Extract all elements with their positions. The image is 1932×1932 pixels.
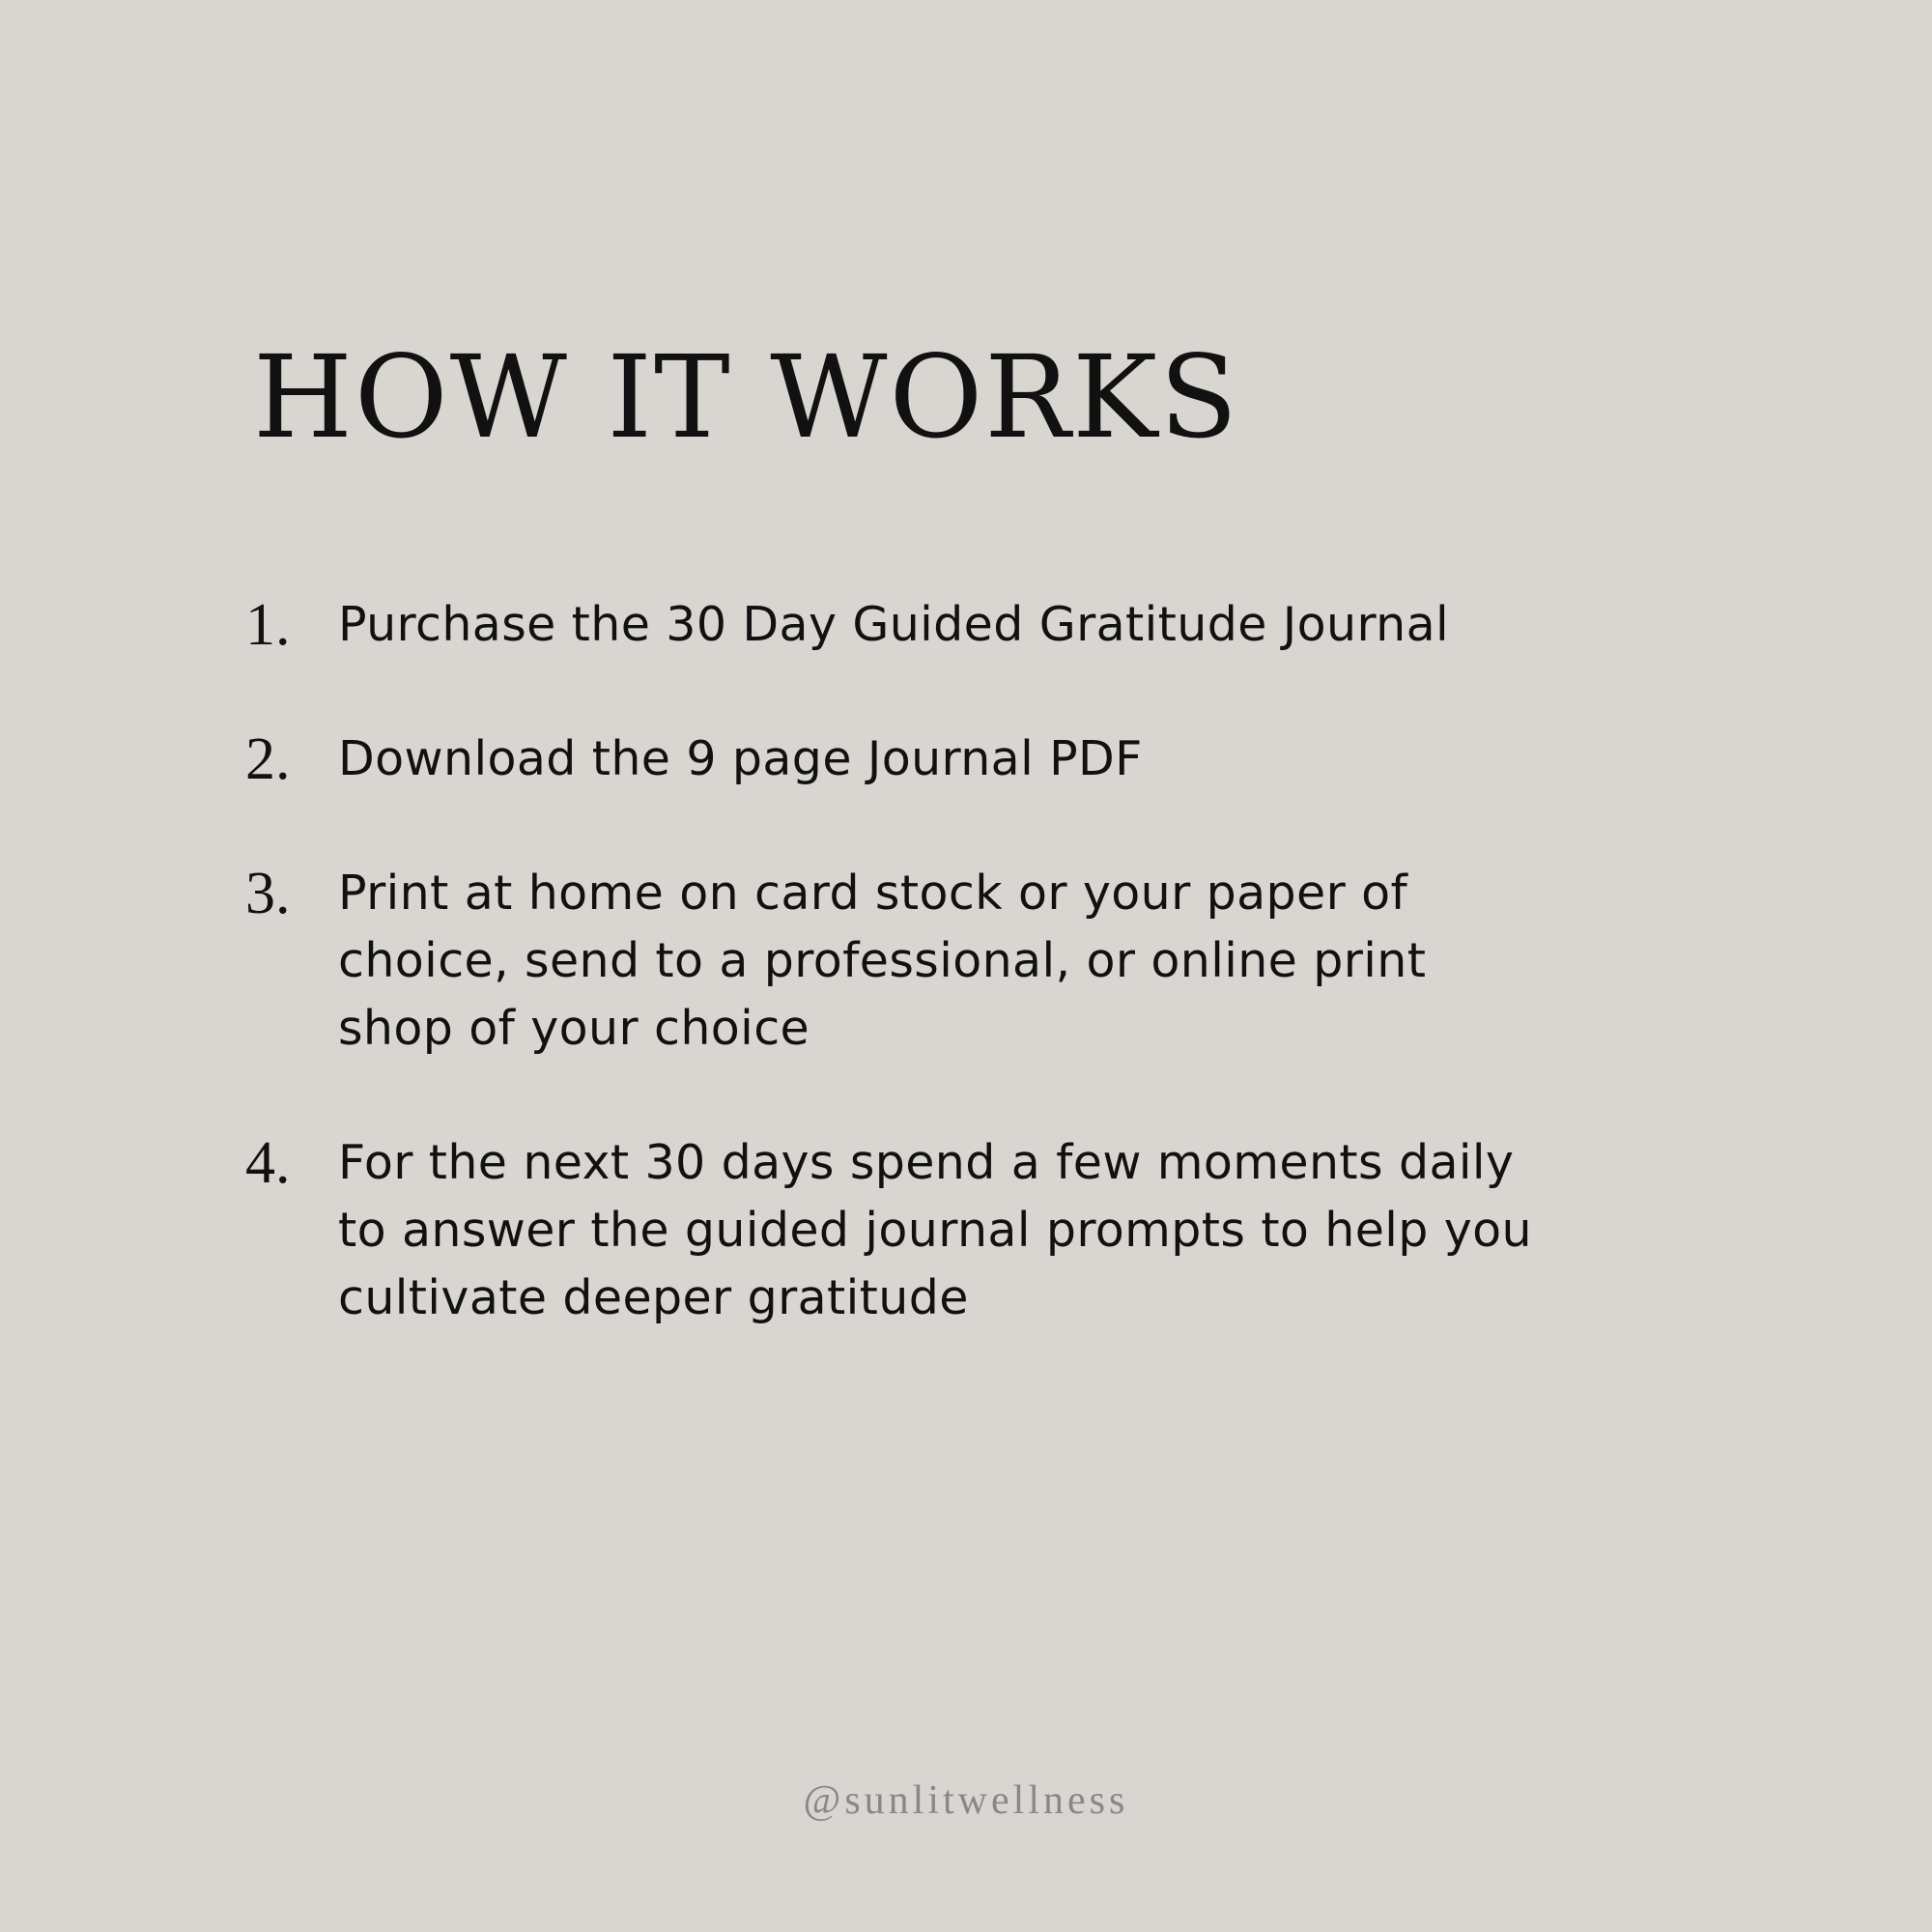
social-handle: @sunlitwellness	[803, 1778, 1129, 1823]
step-text-4: For the next 30 days spend a few moments daily to answer the guided journal prompts to help you cultivate deeper gratitude	[338, 1135, 1533, 1325]
step-number-1: 1.	[245, 592, 291, 658]
step-2	[245, 725, 1598, 793]
step-text-3: Print at home on card stock or your paper of choice, send to a professional, or online print shop of your choice	[338, 866, 1427, 1056]
page-title: HOW IT WORKS	[253, 330, 1240, 464]
step-number-4: 4.	[245, 1130, 291, 1196]
step-text-2: Download the 9 page Journal PDF	[338, 731, 1143, 786]
step-text-1: Purchase the 30 Day Guided Gratitude Journal	[338, 597, 1450, 652]
step-4	[245, 1129, 1598, 1332]
step-1	[245, 591, 1598, 659]
step-number-2: 2.	[245, 726, 291, 792]
step-number-3: 3.	[245, 861, 291, 926]
step-3	[245, 860, 1598, 1063]
steps-list	[245, 591, 1598, 1399]
